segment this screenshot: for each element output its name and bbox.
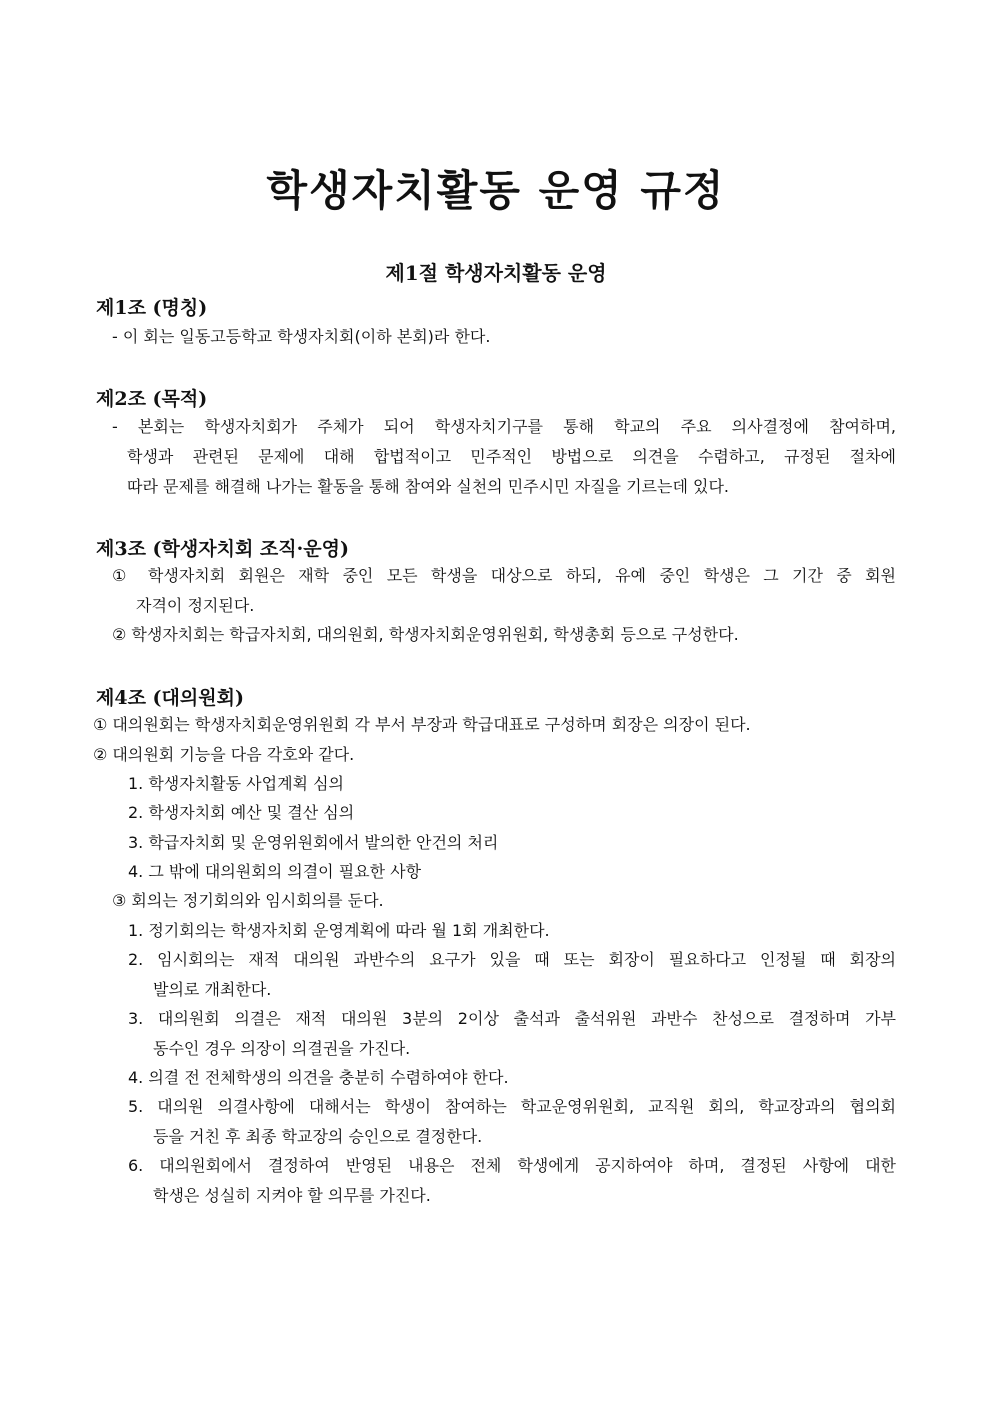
meeting-item-3-line-1: 3. 대의원회 의결은 재적 대의원 3분의 2이상 출석과 출석위원 과반수 찬성으로 결정하며 가부 bbox=[128, 1009, 896, 1028]
article-3-line-1: ① 학생자치회 회원은 재학 중인 모든 학생을 대상으로 하되, 유예 중인 학생은 그 기간 중 회원 bbox=[112, 566, 896, 585]
article-4-clause-1: ① 대의원회는 학생자치회운영위원회 각 부서 부장과 학급대표로 구성하며 회장은 의장이 된다. bbox=[93, 715, 751, 734]
function-item-4: 4. 그 밖에 대의원회의 의결이 필요한 사항 bbox=[128, 862, 422, 881]
meeting-item-4: 4. 의결 전 전체학생의 의견을 충분히 수렴하여야 한다. bbox=[128, 1068, 509, 1087]
article-4-heading: 제4조 (대의원회) bbox=[96, 687, 244, 709]
meeting-item-5-line-1: 5. 대의원 의결사항에 대해서는 학생이 참여하는 학교운영위원회, 교직원 회의, 학교장과의 협의회 bbox=[128, 1097, 896, 1116]
function-item-2: 2. 학생자치회 예산 및 결산 심의 bbox=[128, 803, 355, 822]
article-1-heading: 제1조 (명칭) bbox=[96, 297, 208, 319]
article-2-heading: 제2조 (목적) bbox=[96, 388, 208, 410]
article-4-clause-2: ② 대의원회 기능을 다음 각호와 같다. bbox=[93, 745, 355, 764]
article-3-heading: 제3조 (학생자치회 조직·운영) bbox=[96, 538, 349, 560]
article-1-line-1: - 이 회는 일동고등학교 학생자치회(이하 본회)라 한다. bbox=[112, 327, 491, 346]
meeting-item-6-line-2: 학생은 성실히 지켜야 할 의무를 가진다. bbox=[153, 1186, 431, 1205]
meeting-item-2-line-2: 발의로 개최한다. bbox=[153, 980, 272, 999]
function-item-3: 3. 학급자치회 및 운영위원회에서 발의한 안건의 처리 bbox=[128, 833, 499, 852]
article-4-clause-3: ③ 회의는 정기회의와 임시회의를 둔다. bbox=[112, 891, 384, 910]
meeting-item-1: 1. 정기회의는 학생자치회 운영계획에 따라 월 1회 개최한다. bbox=[128, 921, 550, 940]
function-item-1: 1. 학생자치활동 사업계획 심의 bbox=[128, 774, 344, 793]
article-2-line-1: - 본회는 학생자치회가 주체가 되어 학생자치기구를 통해 학교의 주요 의사결정에 참여하며, bbox=[112, 417, 896, 436]
article-3-line-2: 자격이 정지된다. bbox=[136, 596, 255, 615]
section-title: 제1절 학생자치활동 운영 bbox=[385, 261, 607, 285]
meeting-item-2-line-1: 2. 임시회의는 재적 대의원 과반수의 요구가 있을 때 또는 회장이 필요하다고 인정될 때 회장의 bbox=[128, 950, 896, 969]
meeting-item-6-line-1: 6. 대의원회에서 결정하여 반영된 내용은 전체 학생에게 공지하여야 하며, 결정된 사항에 대한 bbox=[128, 1156, 896, 1175]
meeting-item-3-line-2: 동수인 경우 의장이 의결권을 가진다. bbox=[153, 1039, 411, 1058]
document-title: 학생자치활동 운영 규정 bbox=[266, 166, 726, 215]
article-3-line-3: ② 학생자치회는 학급자치회, 대의원회, 학생자치회운영위원회, 학생총회 등으로 구성한다. bbox=[112, 625, 739, 644]
article-2-line-3: 따라 문제를 해결해 나가는 활동을 통해 참여와 실천의 민주시민 자질을 기르는데 있다. bbox=[127, 477, 729, 496]
meeting-item-5-line-2: 등을 거친 후 최종 학교장의 승인으로 결정한다. bbox=[153, 1127, 483, 1146]
article-2-line-2: 학생과 관련된 문제에 대해 합법적이고 민주적인 방법으로 의견을 수렴하고, 규정된 절차에 bbox=[127, 447, 896, 466]
